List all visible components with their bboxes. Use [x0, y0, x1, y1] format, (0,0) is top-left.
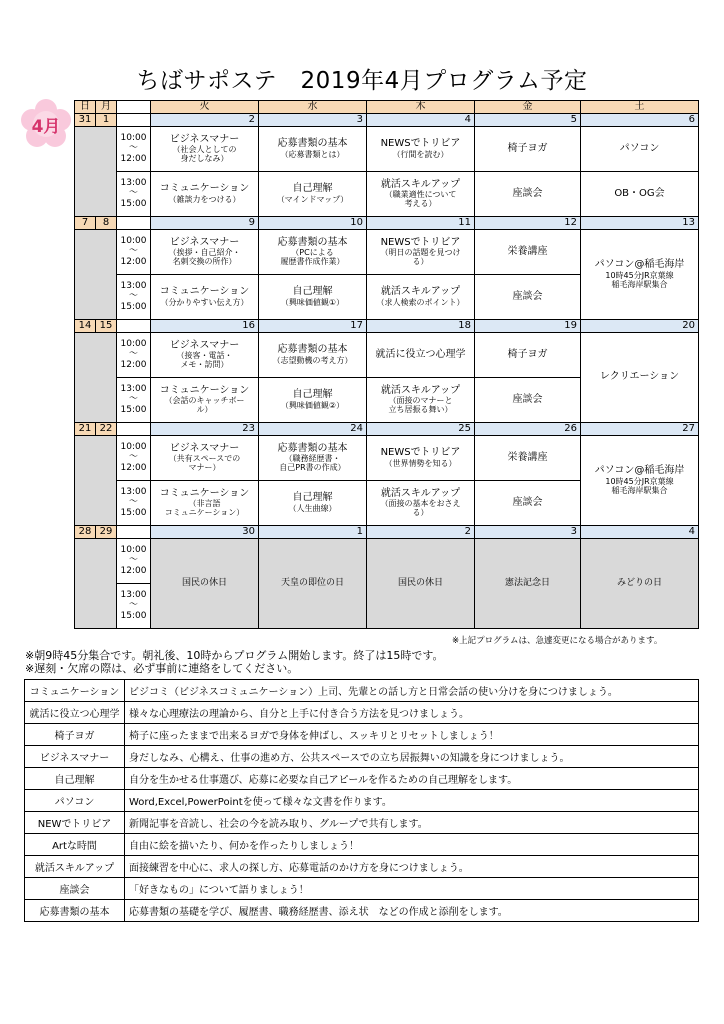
program-title: ビジネスマナー	[169, 339, 240, 351]
program-cell	[475, 171, 581, 216]
program-title: コミュニケーション	[159, 384, 250, 396]
closed-days	[75, 229, 117, 319]
date-row	[75, 319, 699, 332]
program-detail: （職業適性について 考える）	[384, 190, 457, 209]
program-detail: （職務経歴書・ 自己PR書の作成）	[279, 454, 346, 473]
description-row	[25, 724, 699, 746]
program-title: ビジネスマナー	[169, 236, 240, 248]
program-title: 応募書類の基本	[277, 236, 348, 248]
change-note: ※上記プログラムは、急遽変更になる場合があります。	[452, 636, 663, 646]
program-cell	[475, 480, 581, 525]
closed-days	[75, 126, 117, 216]
date-spacer	[117, 113, 151, 126]
program-cell	[581, 332, 699, 422]
program-detail: （興味価値観①）	[280, 297, 345, 307]
program-title: パソコン@稲毛海岸	[594, 259, 685, 271]
date-number: 13	[581, 216, 699, 229]
description-text: 応募書類の基礎を学び、履歴書、職務経歴書、添え状 などの作成と添削をします。	[125, 900, 699, 922]
program-description-table	[24, 679, 699, 922]
time-slot: 13:00 ～ 15:00	[117, 171, 151, 216]
program-title: パソコン@稲毛海岸	[594, 465, 685, 477]
program-title: 栄養講座	[507, 245, 548, 257]
date-sun: 14	[75, 319, 96, 332]
program-cell	[581, 171, 699, 216]
program-title: 座談会	[512, 393, 543, 405]
description-text: 新聞記事を音読し、社会の今を読み取り、グループで共有します。	[125, 812, 699, 834]
program-title: 自己理解	[292, 183, 333, 195]
program-cell	[367, 126, 475, 171]
program-title: NEWSでトリビア	[380, 447, 461, 459]
date-row	[75, 113, 699, 126]
program-detail: 10時45分JR京葉線 稲毛海岸駅集合	[605, 270, 674, 289]
description-text: 身だしなみ、心構え、仕事の進め方、公共スペースでの立ち居振舞いの知識を身につけましょう。	[125, 746, 699, 768]
time-slot: 10:00 ～ 12:00	[117, 229, 151, 274]
program-detail: （世界情勢を知る）	[384, 458, 457, 468]
program-cell	[151, 377, 259, 422]
program-cell	[475, 229, 581, 274]
time-slot: 10:00 ～ 12:00	[117, 332, 151, 377]
date-number: 5	[475, 113, 581, 126]
weekday-label: 金	[475, 101, 581, 114]
description-name: Artな時間	[25, 834, 125, 856]
weekday-header	[75, 101, 699, 114]
program-title: 自己理解	[292, 286, 333, 298]
description-text: 自由に絵を描いたり、何かを作ったりしましょう！	[125, 834, 699, 856]
description-row	[25, 834, 699, 856]
program-title: ビジネスマナー	[169, 442, 240, 454]
time-slot: 13:00 ～ 15:00	[117, 377, 151, 422]
weekday-label: 水	[259, 101, 367, 114]
date-spacer	[117, 319, 151, 332]
program-title: 座談会	[512, 496, 543, 508]
description-name: 就活スキルアップ	[25, 856, 125, 878]
date-sun: 7	[75, 216, 96, 229]
closed-days	[75, 538, 117, 628]
month-label: 4月	[31, 117, 61, 137]
program-cell	[259, 377, 367, 422]
description-name: NEWでトリビア	[25, 812, 125, 834]
program-title: 就活スキルアップ	[380, 178, 461, 190]
date-mon: 15	[96, 319, 117, 332]
program-cell	[367, 480, 475, 525]
program-cell	[259, 229, 367, 274]
program-cell	[367, 229, 475, 274]
description-row	[25, 790, 699, 812]
program-title: 就活に役立つ心理学	[375, 348, 466, 360]
program-detail: （共有スペースでの マナー）	[168, 454, 241, 473]
program-cell	[259, 126, 367, 171]
date-number: 3	[259, 113, 367, 126]
description-row	[25, 812, 699, 834]
program-detail: （PCによる 履歴書作成作業）	[280, 248, 345, 267]
description-name: 自己理解	[25, 768, 125, 790]
program-cell	[151, 171, 259, 216]
program-cell	[259, 274, 367, 319]
date-number: 27	[581, 422, 699, 435]
description-name: 椅子ヨガ	[25, 724, 125, 746]
gather-note: ※朝9時45分集合です。朝礼後、10時からプログラム開始します。終了は15時です。	[25, 649, 444, 662]
program-detail: （面接の基本をおさえ る）	[380, 499, 461, 518]
date-number: 12	[475, 216, 581, 229]
date-number: 6	[581, 113, 699, 126]
date-sun: 21	[75, 422, 96, 435]
program-cell	[151, 274, 259, 319]
program-detail: （応募書類とは）	[280, 149, 345, 159]
date-number: 23	[151, 422, 259, 435]
program-detail: （雑談力をつける）	[168, 194, 241, 204]
program-title: 栄養講座	[507, 451, 548, 463]
description-text: ビジコミ（ビジネスコミュニケーション）上司、先輩との話し方と日常会話の使い分けを身につけましょう。	[125, 680, 699, 702]
program-title: 就活スキルアップ	[380, 286, 461, 298]
program-title: 自己理解	[292, 492, 333, 504]
date-spacer	[117, 216, 151, 229]
description-text: 椅子に座ったままで出来るヨガで身体を伸ばし、スッキリとリセットしましょう！	[125, 724, 699, 746]
holiday-cell: 国民の休日	[367, 538, 475, 628]
program-title: 就活スキルアップ	[380, 384, 461, 396]
description-text: 様々な心理療法の理論から、自分と上手に付き合う方法を見つけましょう。	[125, 702, 699, 724]
date-spacer	[117, 525, 151, 538]
program-cell	[475, 435, 581, 480]
time-slot: 13:00 ～ 15:00	[117, 274, 151, 319]
description-name: コミュニケーション	[25, 680, 125, 702]
program-detail: （挨拶・自己紹介・ 名刺交換の所作）	[168, 248, 241, 267]
description-row	[25, 768, 699, 790]
program-title: OB・OG会	[614, 187, 665, 199]
date-mon: 22	[96, 422, 117, 435]
description-row	[25, 702, 699, 724]
program-title: コミュニケーション	[159, 487, 250, 499]
weekday-label: 木	[367, 101, 475, 114]
holiday-cell: 国民の休日	[151, 538, 259, 628]
date-number: 9	[151, 216, 259, 229]
page-title: ちばサポステ 2019年4月プログラム予定	[136, 68, 588, 94]
program-cell	[259, 171, 367, 216]
program-detail: （マインドマップ）	[276, 194, 349, 204]
program-detail: 10時45分JR京葉線 稲毛海岸駅集合	[605, 476, 674, 495]
date-number: 4	[367, 113, 475, 126]
program-cell	[151, 435, 259, 480]
program-detail: （明日の話題を見つけ る）	[380, 248, 461, 267]
program-detail: （社会人としての 身だしなみ）	[172, 145, 237, 164]
date-number: 25	[367, 422, 475, 435]
program-detail: （志望動機の考え方）	[272, 355, 353, 365]
date-mon: 1	[96, 113, 117, 126]
description-text: 面接練習を中心に、求人の探し方、応募電話のかけ方を身につけましょう。	[125, 856, 699, 878]
pm-row	[75, 171, 699, 216]
time-slot: 13:00 ～ 15:00	[117, 583, 151, 628]
description-name: 座談会	[25, 878, 125, 900]
time-slot: 10:00 ～ 12:00	[117, 538, 151, 583]
holiday-row	[75, 538, 699, 583]
date-number: 24	[259, 422, 367, 435]
description-text: 「好きなもの」について語りましょう！	[125, 878, 699, 900]
program-title: 応募書類の基本	[277, 344, 348, 356]
program-cell	[581, 229, 699, 319]
program-title: コミュニケーション	[159, 286, 250, 298]
holiday-cell: 憲法記念日	[475, 538, 581, 628]
program-title: 椅子ヨガ	[507, 348, 548, 360]
holiday-cell: 天皇の即位の日	[259, 538, 367, 628]
program-cell	[475, 377, 581, 422]
program-detail: （求人検索のポイント）	[376, 297, 465, 307]
description-row	[25, 746, 699, 768]
description-row	[25, 856, 699, 878]
calendar-table	[74, 100, 699, 629]
holiday-cell: みどりの日	[581, 538, 699, 628]
program-cell	[367, 377, 475, 422]
am-row	[75, 229, 699, 274]
program-detail: （接客・電話・ メモ・訪問）	[176, 351, 233, 370]
date-number: 20	[581, 319, 699, 332]
program-cell	[259, 435, 367, 480]
description-row	[25, 900, 699, 922]
program-detail: （人生曲線）	[288, 503, 337, 513]
date-number: 4	[581, 525, 699, 538]
month-badge	[20, 98, 72, 150]
program-cell	[259, 332, 367, 377]
weekday-mon: 月	[96, 101, 117, 114]
program-title: NEWSでトリビア	[380, 236, 461, 248]
program-detail: （分かりやすい伝え方）	[160, 297, 249, 307]
date-mon: 8	[96, 216, 117, 229]
weekday-label: 火	[151, 101, 259, 114]
am-row	[75, 435, 699, 480]
date-spacer	[117, 422, 151, 435]
program-cell	[367, 274, 475, 319]
date-row	[75, 216, 699, 229]
date-number: 10	[259, 216, 367, 229]
time-slot: 13:00 ～ 15:00	[117, 480, 151, 525]
program-cell	[151, 229, 259, 274]
date-number: 17	[259, 319, 367, 332]
program-title: 応募書類の基本	[277, 442, 348, 454]
program-detail: （会話のキャッチボー ル）	[164, 396, 245, 415]
date-number: 3	[475, 525, 581, 538]
program-title: 座談会	[512, 187, 543, 199]
date-row	[75, 422, 699, 435]
date-mon: 29	[96, 525, 117, 538]
program-title: コミュニケーション	[159, 183, 250, 195]
description-text: Word,Excel,PowerPointを使って様々な文書を作ります。	[125, 790, 699, 812]
program-title: パソコン	[619, 142, 660, 154]
program-title: 就活スキルアップ	[380, 487, 461, 499]
description-row	[25, 680, 699, 702]
date-row	[75, 525, 699, 538]
program-detail: （行間を読む）	[392, 149, 449, 159]
absence-note: ※遅刻・欠席の際は、必ず事前に連絡をしてください。	[25, 662, 299, 675]
program-cell	[259, 480, 367, 525]
date-number: 2	[151, 113, 259, 126]
am-row	[75, 126, 699, 171]
program-cell	[581, 126, 699, 171]
date-number: 19	[475, 319, 581, 332]
date-number: 1	[259, 525, 367, 538]
date-number: 18	[367, 319, 475, 332]
program-title: 椅子ヨガ	[507, 142, 548, 154]
time-header	[117, 101, 151, 114]
program-cell	[581, 435, 699, 525]
description-text: 自分を生かせる仕事選び、応募に必要な自己アピールを作るための自己理解をします。	[125, 768, 699, 790]
time-slot: 10:00 ～ 12:00	[117, 435, 151, 480]
program-title: ビジネスマナー	[169, 133, 240, 145]
program-title: レクリエーション	[599, 371, 680, 383]
description-name: 応募書類の基本	[25, 900, 125, 922]
date-number: 16	[151, 319, 259, 332]
am-row	[75, 332, 699, 377]
date-sun: 28	[75, 525, 96, 538]
description-name: パソコン	[25, 790, 125, 812]
weekday-label: 土	[581, 101, 699, 114]
program-title: 応募書類の基本	[277, 138, 348, 150]
program-title: 自己理解	[292, 389, 333, 401]
date-number: 11	[367, 216, 475, 229]
time-slot: 10:00 ～ 12:00	[117, 126, 151, 171]
closed-days	[75, 332, 117, 422]
program-cell	[151, 480, 259, 525]
date-number: 26	[475, 422, 581, 435]
date-number: 30	[151, 525, 259, 538]
program-title: NEWSでトリビア	[380, 138, 461, 150]
program-detail: （非言語 コミュニケーション）	[164, 499, 245, 518]
program-cell	[475, 274, 581, 319]
closed-days	[75, 435, 117, 525]
date-sun: 31	[75, 113, 96, 126]
description-name: 就活に役立つ心理学	[25, 702, 125, 724]
program-cell	[367, 171, 475, 216]
program-cell	[367, 332, 475, 377]
description-name: ビジネスマナー	[25, 746, 125, 768]
date-number: 2	[367, 525, 475, 538]
program-detail: （面接のマナーと 立ち居振る舞い）	[388, 396, 453, 415]
program-cell	[151, 332, 259, 377]
program-cell	[367, 435, 475, 480]
program-cell	[475, 126, 581, 171]
program-cell	[475, 332, 581, 377]
description-row	[25, 878, 699, 900]
program-detail: （興味価値観②）	[280, 400, 345, 410]
weekday-sun: 日	[75, 101, 96, 114]
program-title: 座談会	[512, 290, 543, 302]
program-cell	[151, 126, 259, 171]
